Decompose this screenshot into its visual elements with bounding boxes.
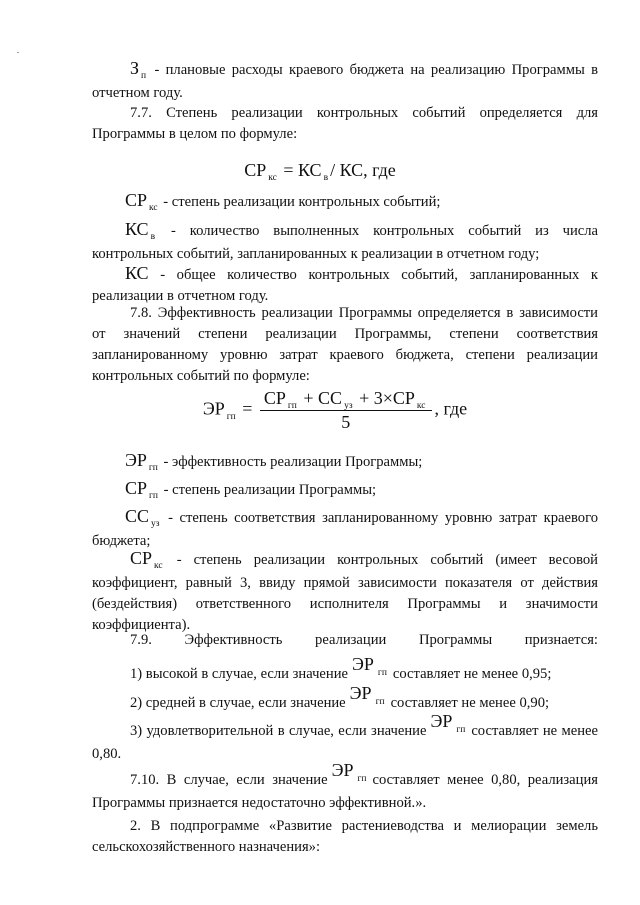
criterion-text: 1) высокой в случае, если значение — [130, 666, 349, 682]
term-crks: 3×СР — [373, 388, 415, 408]
symbol-subscript: в — [150, 232, 156, 242]
criterion-medium — [130, 683, 598, 716]
symbol: ЭР — [352, 654, 374, 674]
symbol: КС — [125, 263, 149, 283]
definition-text: - степень реализации Программы; — [163, 482, 377, 498]
definition-text: - общее количество контрольных событий, запланированных к реализации в отчетном году. — [92, 267, 598, 304]
paragraph-7-10 — [92, 760, 598, 814]
symbol: СС — [125, 506, 150, 526]
plus-sign: + — [359, 388, 370, 408]
symbol-subscript: гп — [377, 668, 387, 678]
formula-rest: / КС, где — [330, 160, 396, 180]
definition-crks — [125, 190, 598, 215]
formula-lhs-subscript: кс — [268, 173, 277, 183]
criterion-satisfactory — [92, 711, 598, 765]
criterion-value: составляет не менее 0,80. — [92, 723, 598, 762]
formula-tail: , где — [434, 398, 468, 419]
criterion-value: составляет не менее 0,90; — [390, 695, 550, 711]
criterion-text: 2) средней в случае, если значение — [130, 695, 346, 711]
symbol-subscript: гп — [148, 463, 158, 473]
formula-lhs: ЭР — [202, 398, 225, 419]
p79-word: признается: — [524, 632, 598, 648]
definition-zp — [92, 58, 598, 104]
definition-ergp — [125, 450, 598, 475]
definition-text: - степень реализации контрольных событий (имеет весовой коэффициент, равный 3, ввиду прямой зависимости показателя от действия (бездействия) ответственного исполнителя Программы и значимости коэффициента). — [92, 552, 598, 633]
definition-text: - количество выполненных контрольных событий из числа контрольных событий, запланированных к реализации в отчетном году; — [92, 223, 598, 262]
symbol: ЭР — [349, 683, 372, 703]
formula-ergp — [15, 388, 640, 433]
p710-conclusion: составляет менее 0,80, реализация Программы признается недостаточно эффективной.». — [92, 772, 598, 811]
symbol-subscript: гп — [375, 697, 385, 707]
formula-term-subscript: в — [323, 173, 329, 183]
paragraph-7-9 — [130, 630, 598, 651]
definition-text: - степень соответствия запланированному уровню затрат краевого бюджета; — [92, 510, 598, 549]
term-crgp-subscript: гп — [287, 401, 297, 411]
formula-denominator: 5 — [341, 412, 351, 432]
symbol: СР — [130, 548, 153, 568]
definition-crgp — [125, 478, 598, 503]
term-ccuz: СС — [318, 388, 343, 408]
symbol: КС — [125, 219, 149, 239]
formula-crks — [0, 160, 640, 181]
p79-word: 7.9. — [130, 632, 152, 648]
symbol-subscript: гп — [149, 491, 159, 501]
symbol: СР — [125, 190, 148, 210]
margin-mark — [17, 52, 19, 53]
criterion-value: составляет не менее 0,95; — [392, 666, 552, 682]
symbol: ЭР — [430, 711, 453, 731]
symbol-subscript: гп — [456, 725, 466, 735]
definition-text: - плановые расходы краевого бюджета на реализацию Программы в отчетном году. — [92, 62, 599, 101]
p79-word: реализации — [315, 632, 387, 648]
formula-lhs-subscript: гп — [226, 411, 236, 422]
p79-word: Эффективность — [184, 632, 283, 648]
paragraph-7-7: 7.7. Степень реализации контрольных событий определяется для Программы в целом по формуле: — [92, 105, 598, 142]
formula-numerator — [260, 388, 432, 411]
symbol-subscript: гп — [357, 774, 367, 784]
symbol-subscript: кс — [154, 561, 163, 571]
definition-text: - эффективность реализации Программы; — [163, 454, 423, 470]
formula-equals: = — [242, 398, 253, 419]
plus-sign: + — [303, 388, 314, 408]
term-ccuz-subscript: уз — [344, 401, 353, 411]
formula-term: КС — [298, 160, 322, 180]
definition-ccuz — [92, 506, 598, 552]
symbol: СР — [125, 478, 148, 498]
p79-word: Программы — [418, 632, 493, 648]
symbol-subscript: кс — [149, 203, 158, 213]
symbol-subscript: уз — [151, 519, 160, 529]
definition-ksv — [92, 219, 598, 265]
formula-equals: = — [283, 160, 294, 180]
p710-text: 7.10. В случае, если значение — [130, 772, 328, 788]
definition-ks — [92, 263, 598, 307]
symbol: З — [130, 58, 140, 78]
paragraph-2: 2. В подпрограмме «Развитие растениеводства и мелиорации земель сельскохозяйственного назначения»: — [92, 818, 598, 855]
formula-fraction — [260, 388, 432, 433]
symbol-subscript: п — [141, 71, 147, 81]
criterion-text: 3) удовлетворительной в случае, если значение — [130, 723, 427, 739]
definition-crks-weighted — [92, 548, 598, 636]
term-crks-subscript: кс — [416, 401, 426, 411]
formula-lhs: СР — [244, 160, 267, 180]
definition-text: - степень реализации контрольных событий; — [163, 194, 441, 210]
paragraph-7-8: 7.8. Эффективность реализации Программы определяется в зависимости от значений степени реализации Программы, степени соответствия запланированному уровню затрат краевого бюджета, степени реализации контрольных событий по формуле: — [92, 305, 598, 384]
symbol: ЭР — [125, 450, 147, 470]
term-crgp: СР — [263, 388, 286, 408]
symbol: ЭР — [331, 760, 354, 780]
